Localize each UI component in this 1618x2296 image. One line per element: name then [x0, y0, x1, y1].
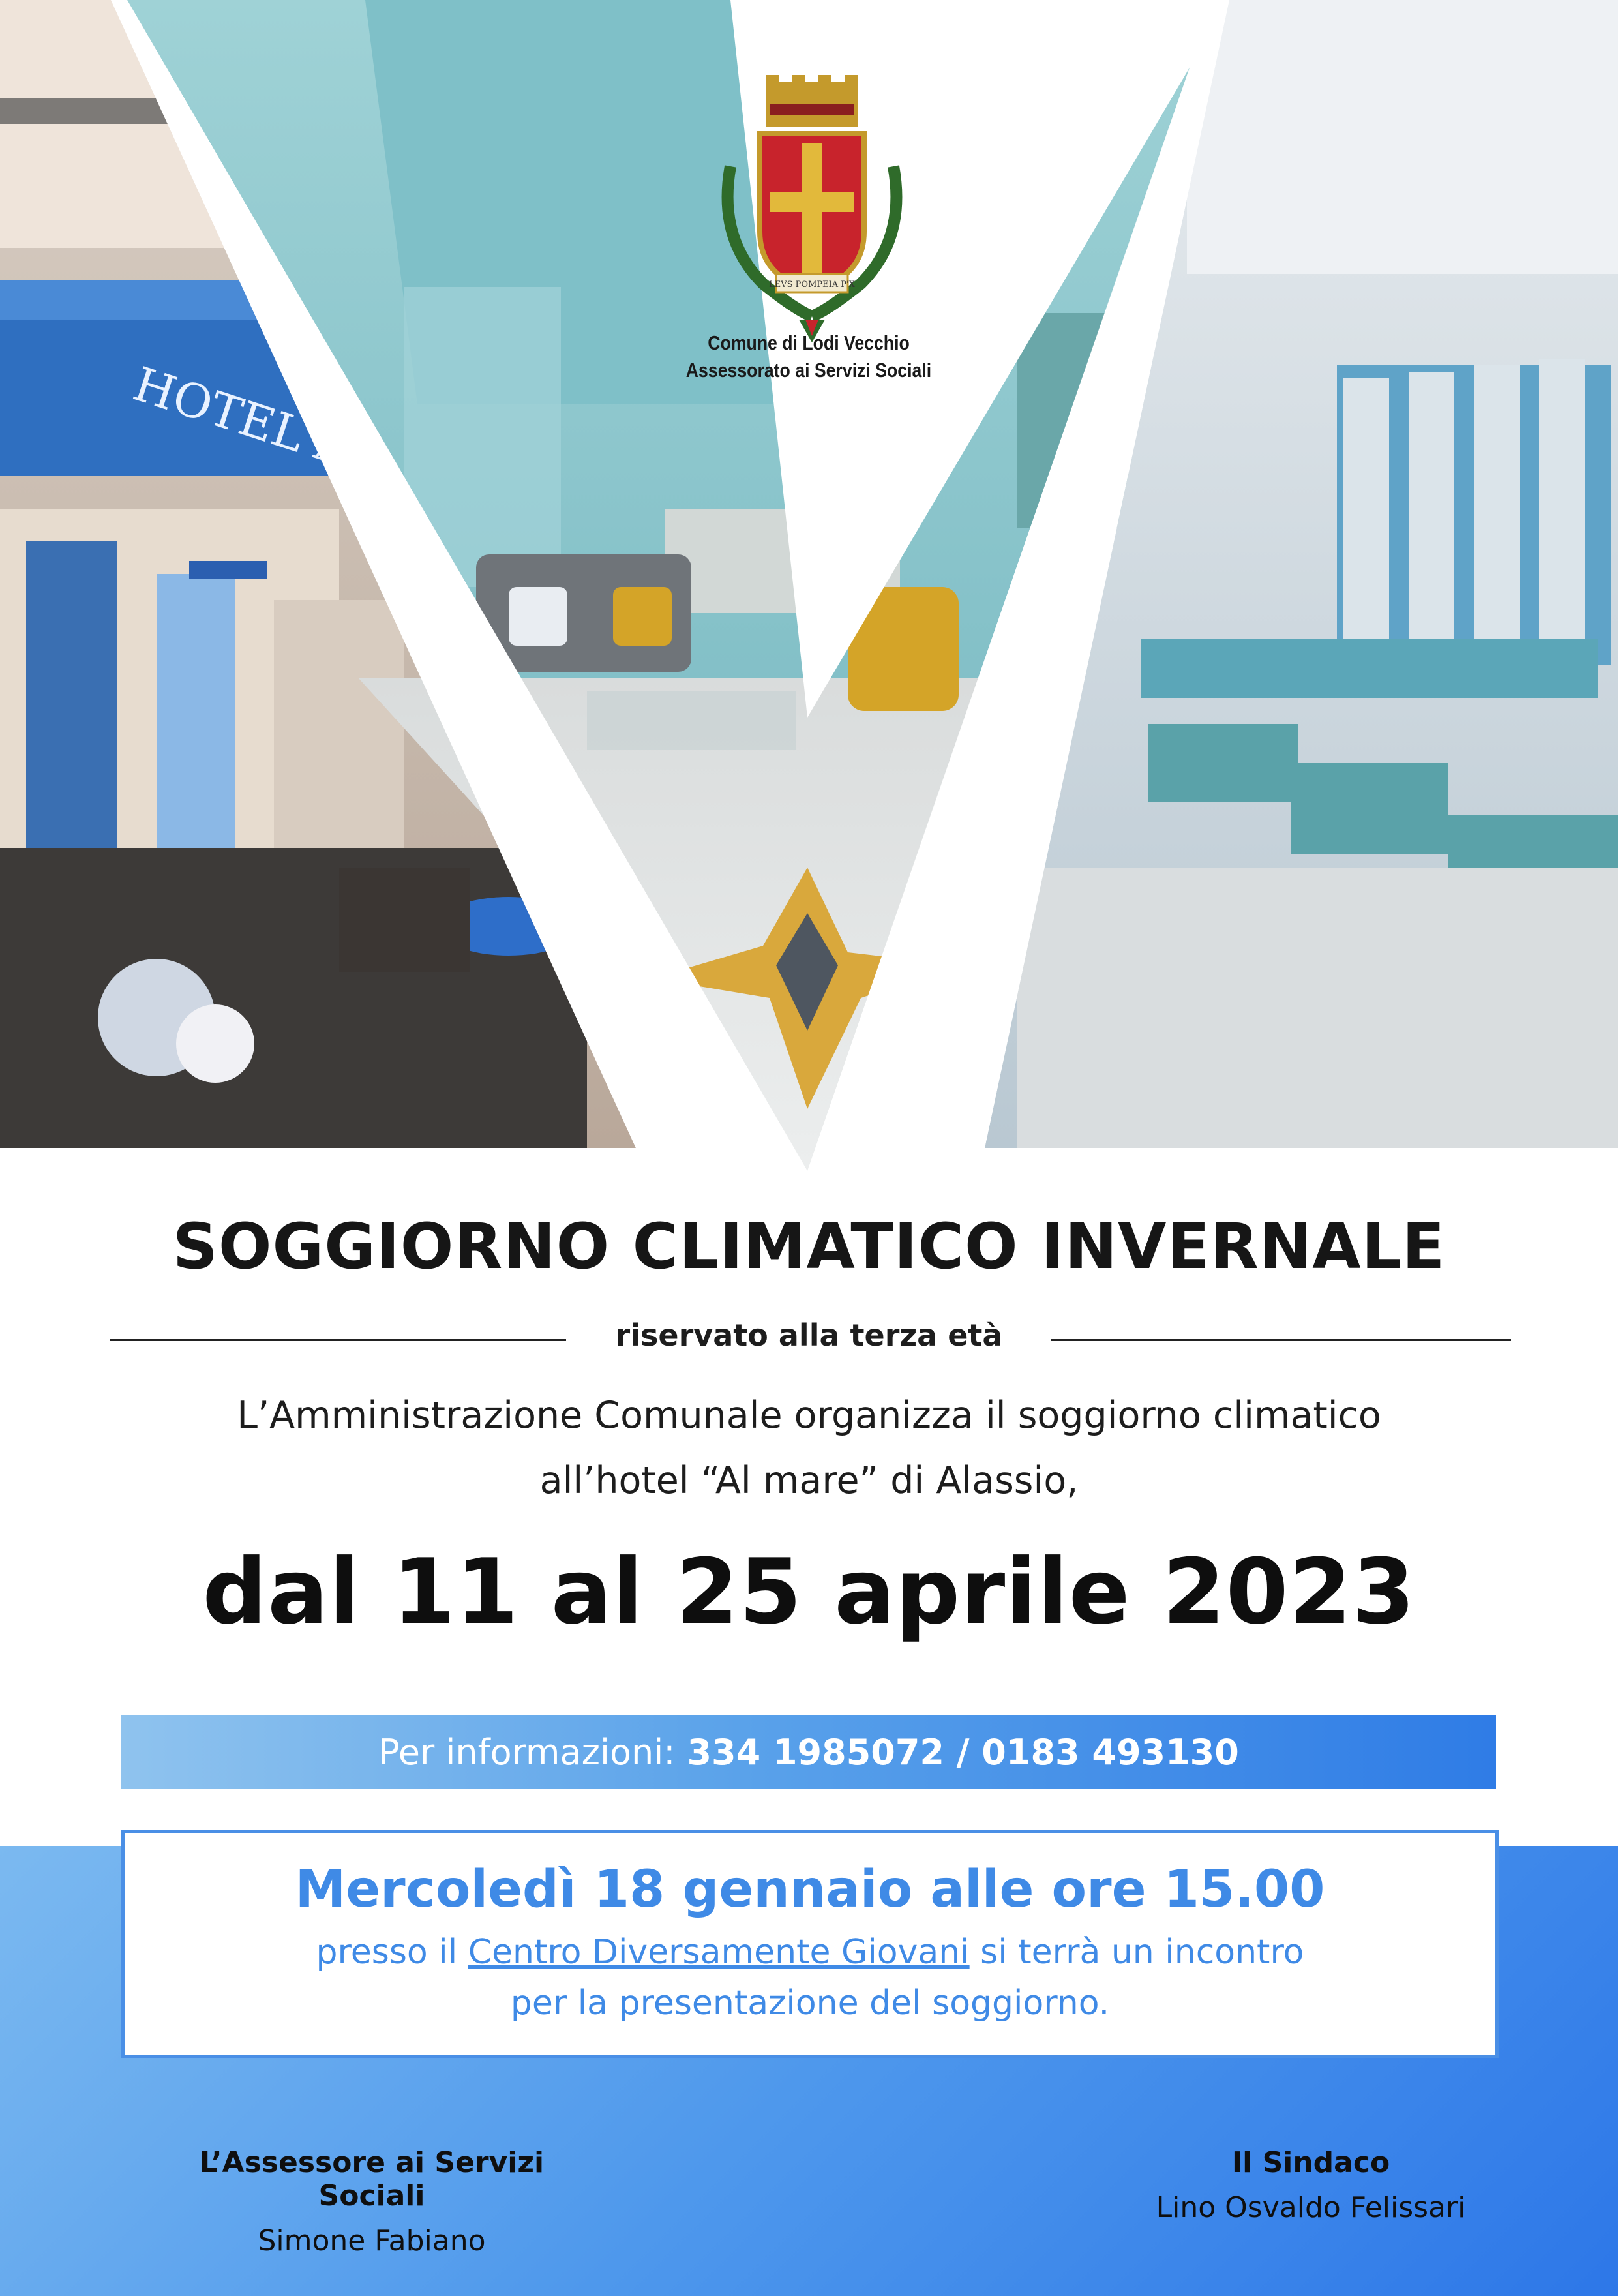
meeting-text: [125, 1927, 1495, 2029]
signature-left: [143, 2146, 600, 2258]
intro-line-2: all’hotel “Al mare” di Alassio,: [539, 1459, 1079, 1502]
meeting-venue-link[interactable]: Centro Diversamente Giovani: [468, 1933, 970, 1972]
meeting-text-prefix: presso il: [316, 1933, 468, 1972]
info-phones[interactable]: 334 1985072 / 0183 493130: [687, 1731, 1239, 1773]
event-title: SOGGIORNO CLIMATICO INVERNALE: [172, 1210, 1446, 1283]
crest-crown: [766, 75, 858, 127]
signature-right-name: Lino Osvaldo Felissari: [1156, 2191, 1466, 2224]
crest-motto: LEVS POMPEIA P'X: [769, 280, 855, 290]
signature-right: [1109, 2146, 1513, 2224]
info-label: Per informazioni:: [378, 1731, 676, 1773]
intro-text: [0, 1383, 1618, 1513]
issuer-line-2: Assessorato ai Servizi Sociali: [685, 359, 932, 382]
meeting-text-suffix: si terrà un incontro: [969, 1933, 1304, 1972]
info-bar: [121, 1715, 1496, 1789]
event-dates: dal 11 al 25 aprile 2023: [202, 1539, 1416, 1644]
issuer-block: [618, 329, 1000, 384]
subtitle-rule-right: [1051, 1339, 1511, 1341]
signature-right-role: Il Sindaco: [1231, 2146, 1390, 2179]
intro-line-1: L’Amministrazione Comunale organizza il soggiorno climatico: [237, 1394, 1381, 1437]
signature-left-name: Simone Fabiano: [258, 2224, 486, 2258]
meeting-text-line-1: [125, 1927, 1495, 1978]
event-subtitle: riservato alla terza età: [615, 1318, 1003, 1353]
municipal-crest: [704, 68, 920, 349]
meeting-title: Mercoledì 18 gennaio alle ore 15.00: [295, 1860, 1325, 1919]
meeting-box: [121, 1830, 1499, 2058]
signature-left-role: L’Assessore ai Servizi Sociali: [199, 2146, 545, 2213]
meeting-text-line-2: per la presentazione del soggiorno.: [510, 1984, 1110, 2023]
issuer-line-1: Comune di Lodi Vecchio: [708, 331, 910, 354]
